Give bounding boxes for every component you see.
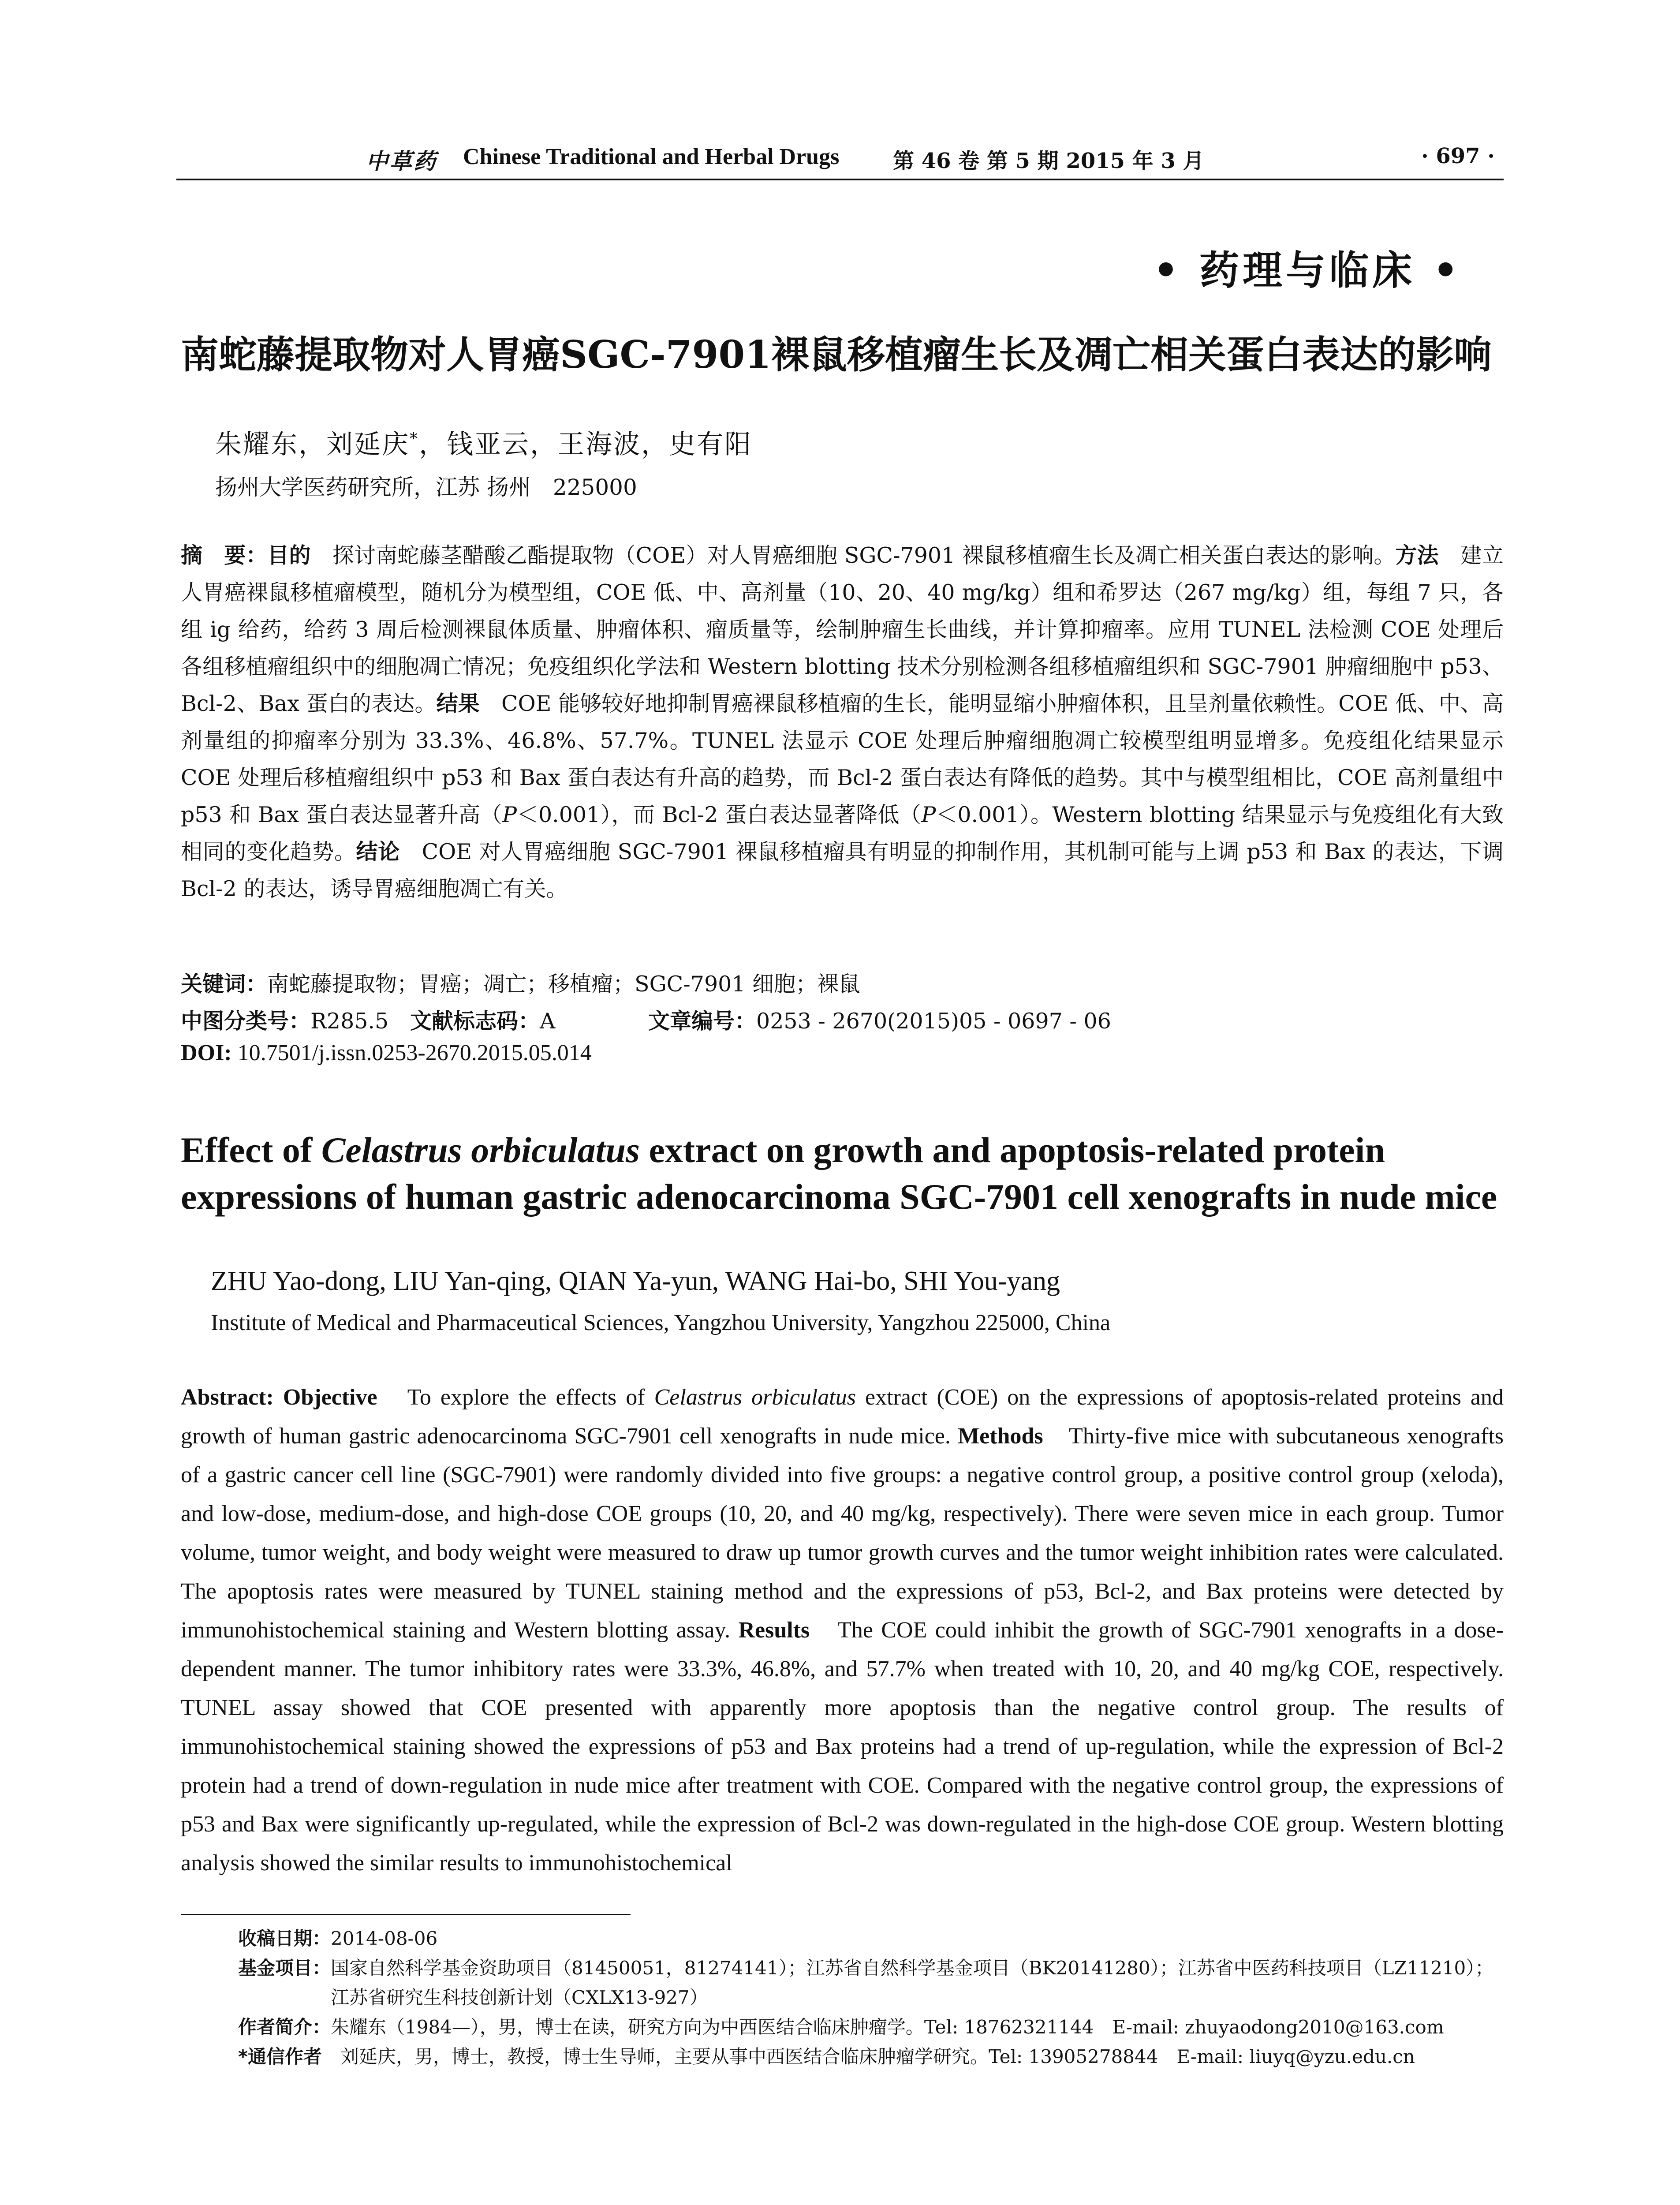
doi-label: DOI:: [181, 1040, 232, 1065]
conclusion-text-cn: COE 对人胃癌细胞 SGC-7901 裸鼠移植瘤具有明显的抑制作用，其机制可能与上调 p53 和 Bax 的表达，下调 Bcl-2 的表达，诱导胃癌细胞凋亡有关。: [181, 839, 1504, 901]
authors-cn-part2: ，钱亚云，王海波，史有阳: [419, 429, 752, 460]
results-label-cn: 结果: [436, 691, 480, 716]
results-text-cn-3: ＜0.001）。Western blotting 结果显示与免疫组化有大致相同的变化趋势。: [181, 802, 1504, 864]
keywords-text: 南蛇藤提取物；胃癌；凋亡；移植瘤；SGC-7901 细胞；裸鼠: [267, 972, 861, 997]
results-text-en: The COE could inhibit the growth of SGC-7901 xenografts in a dose-dependent manner. The tumor inhibitory rates were 33.3%, 46.8%, and 57.7% when treated with 10, 20, and 40 mg/kg COE, respectively. TUNEL assay showed that COE presented with apparently more apoptosis than the negative control group. The results of immunohistochemical staining showed the expressions of p53 and Bax proteins had a trend of up-regulation, while the expression of Bcl-2 protein had a trend of down-regulation in nude mice after treatment with COE. Compared with the negative control group, the expressions of p53 and Bax were significantly up-regulated, while the expression of Bcl-2 was down-regulated in the high-dose COE group. Western blotting analysis showed the similar results to immunohistochemical: [181, 1618, 1504, 1876]
methods-label-en: Methods: [958, 1424, 1043, 1449]
footnote-label: 基金项目：: [238, 1957, 331, 1979]
article-no-label: 文章编号：: [648, 1009, 757, 1034]
title-en: [181, 1127, 1508, 1220]
abstract-cn: [181, 537, 1504, 908]
authors-cn-part1: 朱耀东，刘延庆: [215, 429, 410, 460]
footnote-label: 收稿日期：: [238, 1928, 331, 1949]
journal-name-en: Chinese Traditional and Herbal Drugs: [463, 144, 840, 169]
title-en-part2: extract on growth and apoptosis-related protein expressions of human gastric adenocarcinoma SGC-7901 cell xenografts in nude mice: [181, 1130, 1497, 1217]
p-value-symbol: P: [921, 802, 936, 827]
objective-text-en-1: To explore the effects of: [377, 1385, 654, 1410]
footnote-author-bio: [238, 2012, 1508, 2042]
footnote-received: [238, 1924, 1508, 1953]
footnote-label: *通信作者: [238, 2046, 322, 2067]
methods-text-en: Thirty-five mice with subcutaneous xenografts of a gastric cancer cell line (SGC-7901) were randomly divided into five groups: a negative control group, a positive control group (xeloda), and low-dose, medium-dose, and high-dose COE groups (10, 20, and 40 mg/kg, respectively). There were seven mice in each group. Tumor volume, tumor weight, and body weight were measured to draw up tumor growth curves and the tumor weight inhibition rates were calculated. The apoptosis rates were measured by TUNEL staining method and the expressions of p53, Bcl-2, and Bax proteins were detected by immunohistochemical staining and Western blotting assay.: [181, 1424, 1504, 1643]
footnote-funding: [238, 1953, 1508, 2012]
objective-text-en-2: extract (COE) on the expressions of apoptosis-related proteins and growth of human gastric adenocarcinoma SGC-7901 cell xenografts in nude mice.: [181, 1385, 1504, 1449]
issue-info: 第 46 卷 第 5 期 2015 年 3 月: [893, 149, 1204, 173]
footnote-text: 国家自然科学基金资助项目（81450051，81274141）；江苏省自然科学基金项目（BK20141280）；江苏省中医药科技项目（LZ11210）；江苏省研究生科技创新计划（CXLX13-927）: [331, 1957, 1494, 2008]
footnote-rule: [181, 1914, 631, 1915]
footnote-text: 朱耀东（1984—），男，博士在读，研究方向为中西医结合临床肿瘤学。Tel: 18762321144 E-mail: zhuyaodong2010@163.com: [331, 2016, 1444, 2038]
title-cn: 南蛇藤提取物对人胃癌SGC-7901裸鼠移植瘤生长及凋亡相关蛋白表达的影响: [181, 333, 1492, 377]
footnotes: [238, 1924, 1508, 2071]
abstract-en-label: Abstract: Objective: [181, 1385, 377, 1410]
clc-field: [181, 1003, 410, 1040]
article-no-field: [648, 1003, 1111, 1040]
footnote-corresponding: [238, 2042, 1508, 2071]
p-value-symbol: P: [502, 802, 517, 827]
objective-text-cn: 探讨南蛇藤茎醋酸乙酯提取物（COE）对人胃癌细胞 SGC-7901 裸鼠移植瘤生长及凋亡相关蛋白表达的影响。: [310, 543, 1396, 568]
footnote-text: 刘延庆，男，博士，教授，博士生导师，主要从事中西医结合临床肿瘤学研究。Tel: 13905278844 E-mail: liuyq@yzu.edu.cn: [321, 2046, 1415, 2067]
classification-line: [181, 1003, 1504, 1040]
objective-species-en: Celastrus orbiculatus: [654, 1385, 856, 1410]
keywords-cn: [181, 966, 860, 1003]
article-no-value: 0253 - 2670(2015)05 - 0697 - 06: [756, 1009, 1111, 1034]
methods-text-cn: 建立人胃癌裸鼠移植瘤模型，随机分为模型组，COE 低、中、高剂量（10、20、40 mg/kg）组和希罗达（267 mg/kg）组，每组 7 只，各组 ig 给药，给药 3 周后检测裸鼠体质量、肿瘤体积、瘤质量等，绘制肿瘤生长曲线，并计算抑瘤率。应用 TUNEL 法检测 COE 处理后各组移植瘤组织中的细胞凋亡情况；免疫组织化学法和 Western blotting 技术分别检测各组移植瘤组织和 SGC-7901 肿瘤细胞中 p53、Bcl-2、Bax 蛋白的表达。: [181, 543, 1504, 716]
journal-name-cn: 中草药: [366, 148, 437, 174]
abstract-en: [181, 1378, 1504, 1883]
authors-en: ZHU Yao-dong, LIU Yan-qing, QIAN Ya-yun, WANG Hai-bo, SHI You-yang: [211, 1266, 1060, 1296]
clc-label: 中图分类号：: [181, 1009, 311, 1034]
doc-code-label: 文献标志码：: [410, 1009, 540, 1034]
doi-value[interactable]: 10.7501/j.issn.0253-2670.2015.05.014: [237, 1040, 592, 1065]
methods-label-cn: 方法: [1395, 543, 1439, 568]
header-rule: [176, 179, 1504, 180]
footnote-text: 2014-08-06: [331, 1928, 438, 1949]
section-tag: • 药理与临床 •: [1153, 247, 1462, 294]
footnote-label: 作者简介：: [238, 2016, 331, 2038]
doc-code-value: A: [540, 1009, 556, 1034]
abstract-cn-label: 摘 要：: [181, 543, 268, 568]
objective-label-cn: 目的: [267, 543, 311, 568]
doc-code-field: [410, 1003, 648, 1040]
authors-cn: [215, 423, 752, 461]
doi-line: [181, 1040, 592, 1066]
corresponding-mark: *: [410, 430, 419, 448]
page-number: · 697 ·: [1421, 144, 1495, 168]
clc-value: R285.5: [310, 1009, 389, 1034]
conclusion-label-cn: 结论: [356, 839, 400, 864]
title-en-part1: Effect of: [181, 1130, 321, 1170]
keywords-label: 关键词：: [181, 972, 268, 997]
affiliation-en: Institute of Medical and Pharmaceutical Sciences, Yangzhou University, Yangzhou 225000, China: [211, 1310, 1111, 1335]
results-label-en: Results: [738, 1618, 810, 1643]
affiliation-cn: 扬州大学医药研究所，江苏 扬州 225000: [215, 475, 637, 500]
results-text-cn-1: COE 能够较好地抑制胃癌裸鼠移植瘤的生长，能明显缩小肿瘤体积，且呈剂量依赖性。COE 低、中、高剂量组的抑瘤率分别为 33.3%、46.8%、57.7%。TUNEL 法显示 COE 处理后肿瘤细胞凋亡较模型组明显增多。免疫组化结果显示 COE 处理后移植瘤组织中 p53 和 Bax 蛋白表达有升高的趋势，而 Bcl-2 蛋白表达有降低的趋势。其中与模型组相比，COE 高剂量组中 p53 和 Bax 蛋白表达显著升高（: [181, 691, 1504, 827]
title-en-species: Celastrus orbiculatus: [321, 1130, 640, 1170]
running-header: [176, 140, 1504, 176]
results-text-cn-2: ＜0.001），而 Bcl-2 蛋白表达显著降低（: [516, 802, 922, 827]
